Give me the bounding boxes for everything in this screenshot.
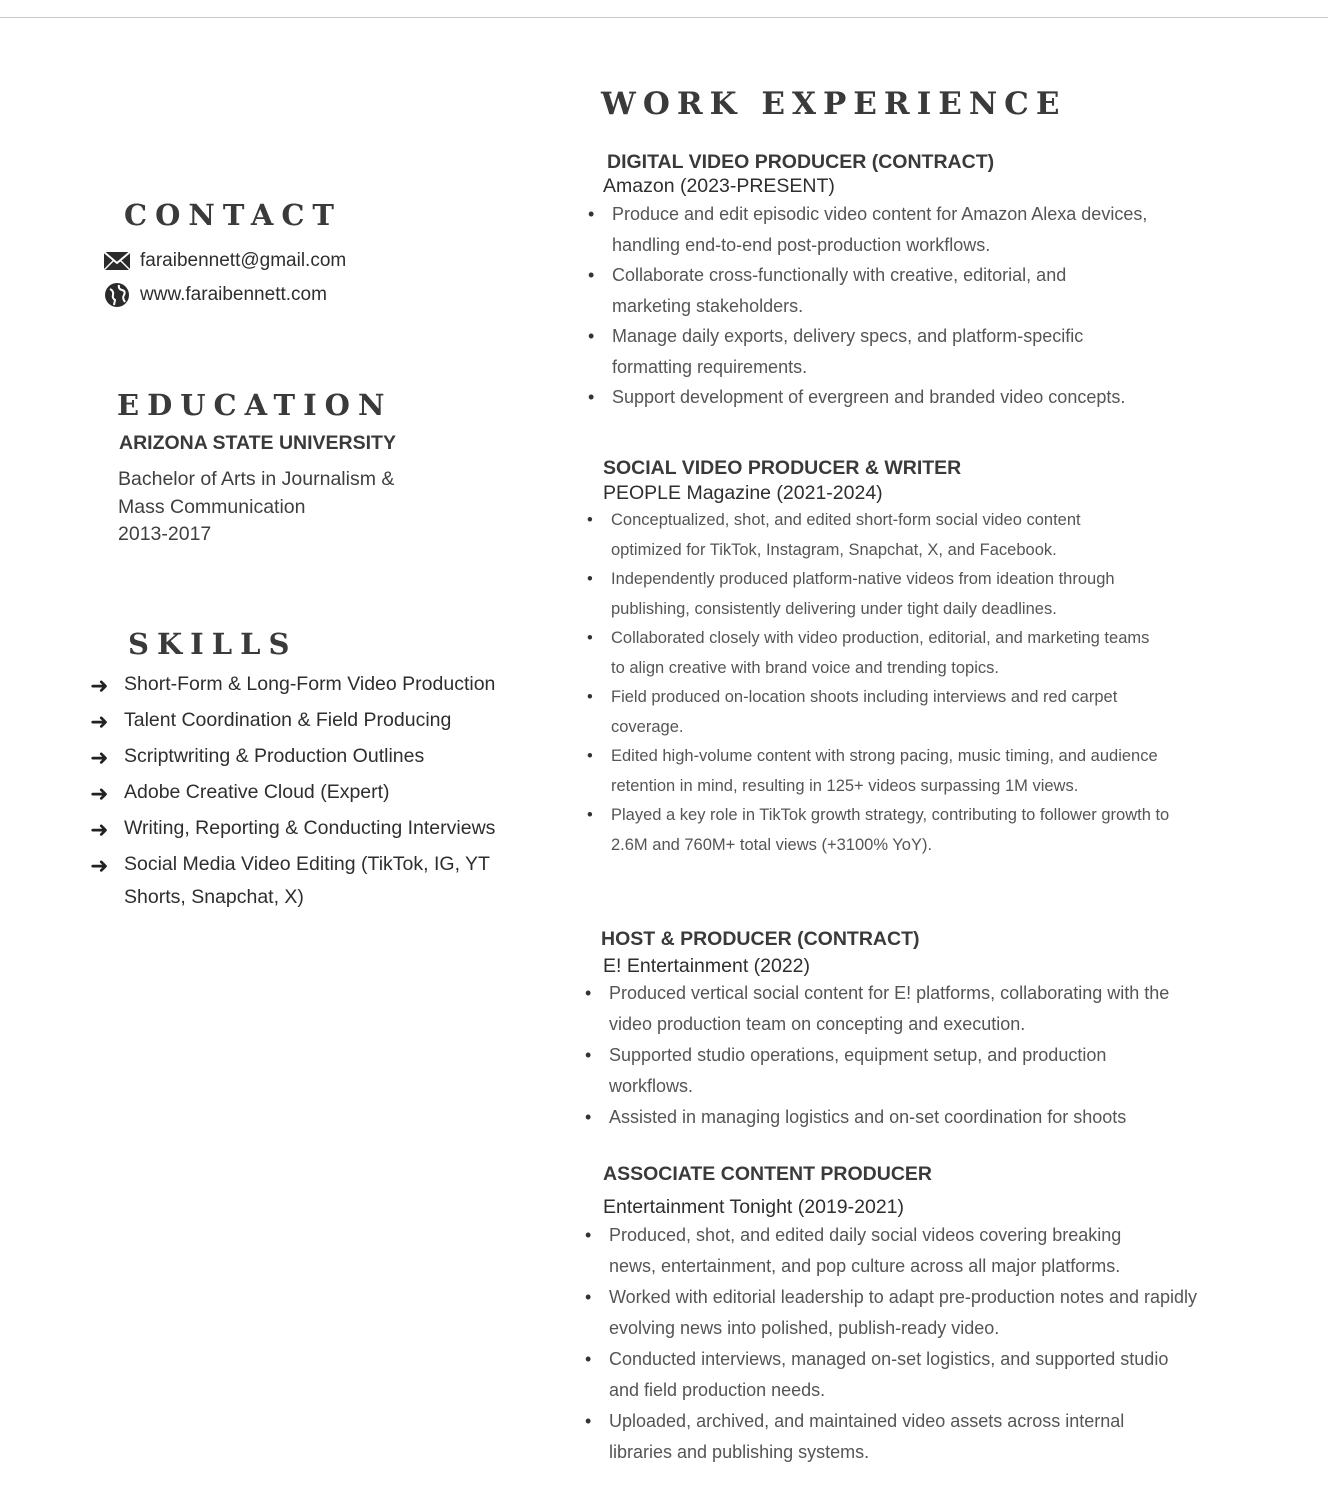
contact-list: [104, 246, 346, 310]
envelope-icon: [104, 250, 130, 272]
skill-item: [90, 848, 530, 913]
job-title: HOST & PRODUCER (CONTRACT): [601, 928, 920, 950]
contact-email-row[interactable]: [104, 246, 346, 276]
skill-item: [90, 776, 540, 812]
education-heading: EDUCATION: [117, 388, 393, 422]
job-bullets: [585, 978, 1205, 1133]
arrow-right-icon: ➜: [90, 673, 109, 698]
job-bullet: • Conceptualized, shot, and edited short-form social video content optimized for TikTok, Instagram, Snapchat, X, and Facebook.: [611, 506, 1151, 565]
job-entry-amazon: [588, 151, 1203, 413]
job-entry-e-entertainment: [585, 928, 1205, 1133]
skill-label: Scriptwriting & Production Outlines: [124, 745, 425, 767]
contact-website-row[interactable]: [104, 280, 346, 310]
skills-heading: SKILLS: [128, 627, 298, 661]
skill-item: [90, 704, 540, 740]
job-company: Amazon (2023-PRESENT): [603, 175, 835, 197]
education-degree-line-2: Mass Communication: [118, 495, 306, 518]
skill-item: [90, 740, 540, 776]
job-entry-people: [587, 457, 1187, 860]
globe-icon: [104, 284, 130, 306]
job-bullet: • Produced vertical social content for E! platforms, collaborating with the video production team on concepting and execution.: [609, 978, 1189, 1040]
job-bullet: • Played a key role in TikTok growth strategy, contributing to follower growth to 2.6M and 760M+ total views (+3100% YoY).: [611, 801, 1171, 860]
job-bullet: • Manage daily exports, delivery specs, and platform-specific formatting requirements.: [612, 321, 1152, 382]
skills-list: [90, 668, 540, 913]
skill-item: [90, 812, 540, 848]
job-company: Entertainment Tonight (2019-2021): [603, 1196, 905, 1218]
arrow-right-icon: ➜: [90, 853, 109, 878]
job-bullets: [585, 1220, 1205, 1468]
job-company: PEOPLE Magazine (2021-2024): [603, 482, 883, 504]
education-school: ARIZONA STATE UNIVERSITY: [119, 432, 396, 454]
education-details: [118, 466, 394, 549]
job-bullet: • Produced, shot, and edited daily social videos covering breaking news, entertainment, and pop culture across all major platforms.: [609, 1220, 1169, 1282]
skill-label: Social Media Video Editing (TikTok, IG, YT Shorts, Snapchat, X): [124, 853, 490, 908]
job-bullet: • Produce and edit episodic video content for Amazon Alexa devices, handling end-to-end post-production workflows.: [612, 199, 1203, 260]
contact-heading: CONTACT: [124, 198, 343, 232]
skill-label: Talent Coordination & Field Producing: [124, 709, 452, 731]
job-title: SOCIAL VIDEO PRODUCER & WRITER: [603, 457, 962, 479]
job-title: DIGITAL VIDEO PRODUCER (CONTRACT): [607, 151, 995, 173]
top-divider: [0, 17, 1328, 18]
job-bullet: • Collaborate cross-functionally with creative, editorial, and marketing stakeholders.: [612, 260, 1122, 321]
skill-label: Short-Form & Long-Form Video Production: [124, 673, 496, 695]
education-years: 2013-2017: [118, 523, 212, 545]
job-bullet: • Field produced on-location shoots including interviews and red carpet coverage.: [611, 683, 1185, 742]
job-bullet: • Uploaded, archived, and maintained video assets across internal libraries and publishing systems.: [609, 1406, 1174, 1468]
job-bullet: • Support development of evergreen and branded video concepts.: [612, 382, 1203, 413]
job-bullet: • Worked with editorial leadership to adapt pre-production notes and rapidly evolving news into polished, publish-ready video.: [609, 1282, 1199, 1344]
arrow-right-icon: ➜: [90, 709, 109, 734]
contact-email[interactable]: faraibennett@gmail.com: [140, 250, 347, 271]
job-entry-entertainment-tonight: [585, 1163, 1205, 1468]
job-bullet: • Collaborated closely with video production, editorial, and marketing teams to align creative with brand voice and trending topics.: [611, 624, 1163, 683]
job-bullet: • Assisted in managing logistics and on-set coordination for shoots: [609, 1102, 1205, 1133]
job-bullet: • Conducted interviews, managed on-set logistics, and supported studio and field production needs.: [609, 1344, 1169, 1406]
work-experience-heading: WORK EXPERIENCE: [601, 86, 1067, 122]
skill-item: [90, 668, 540, 704]
arrow-right-icon: ➜: [90, 781, 109, 806]
job-bullets: [587, 506, 1187, 860]
job-bullet: • Independently produced platform-native videos from ideation through publishing, consistently delivering under tight daily deadlines.: [611, 565, 1185, 624]
arrow-right-icon: ➜: [90, 817, 109, 842]
job-bullets: [588, 199, 1203, 413]
contact-website[interactable]: www.faraibennett.com: [140, 284, 327, 305]
job-company: E! Entertainment (2022): [603, 955, 811, 977]
arrow-right-icon: ➜: [90, 745, 109, 770]
job-bullet: • Edited high-volume content with strong pacing, music timing, and audience retention in mind, resulting in 125+ videos surpassing 1M views.: [611, 742, 1163, 801]
skill-label: Adobe Creative Cloud (Expert): [124, 781, 390, 803]
job-title: ASSOCIATE CONTENT PRODUCER: [603, 1163, 932, 1185]
skill-label: Writing, Reporting & Conducting Interviews: [124, 817, 496, 839]
education-degree-line-1: Bachelor of Arts in Journalism &: [118, 468, 395, 490]
job-bullet: • Supported studio operations, equipment setup, and production workflows.: [609, 1040, 1154, 1102]
